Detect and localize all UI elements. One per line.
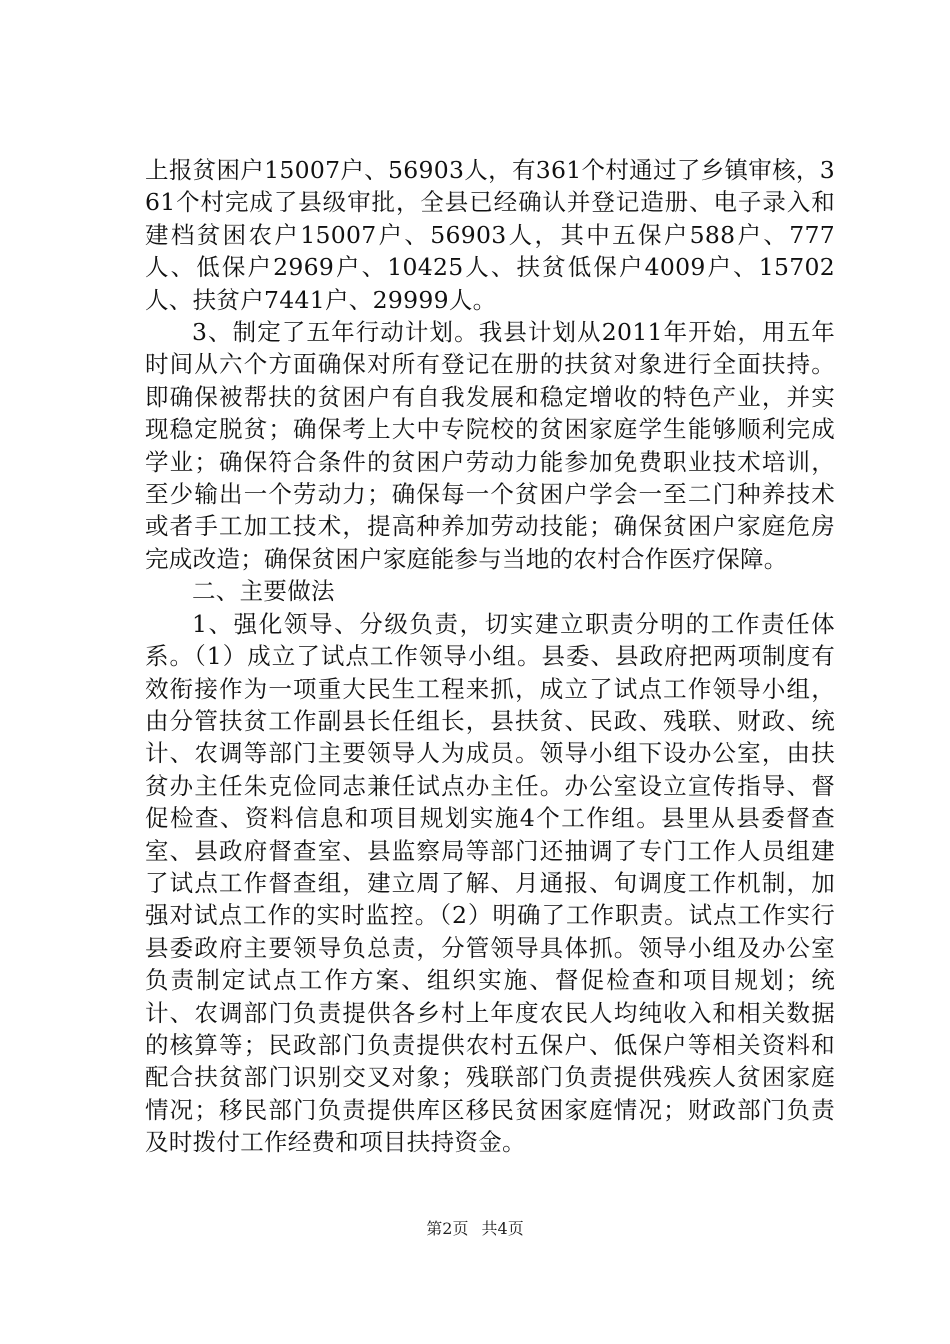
document-body xyxy=(145,154,835,1159)
page-total: 共4页 xyxy=(481,1219,524,1238)
paragraph-1: 上报贫困户15007户、56903人，有361个村通过了乡镇审核，361个村完成了县级审批，全县已经确认并登记造册、电子录入和建档贫困农户15007户、56903人，其中五保户588户、777人、低保户2969户、10425人、扶贫低保户4009户、15702人、扶贫户7441户、29999人。 xyxy=(145,156,835,314)
paragraph-3: 1、强化领导、分级负责，切实建立职责分明的工作责任体系。（1）成立了试点工作领导小组。县委、县政府把两项制度有效衔接作为一项重大民生工程来抓，成立了试点工作领导小组，由分管扶贫工作副县长任组长，县扶贫、民政、残联、财政、统计、农调等部门主要领导人为成员。领导小组下设办公室，由扶贫办主任朱克俭同志兼任试点办主任。办公室设立宣传指导、督促检查、资料信息和项目规划实施4个工作组。县里从县委督查室、县政府督查室、县监察局等部门还抽调了专门工作人员组建了试点工作督查组，建立周了解、月通报、旬调度工作机制，加强对试点工作的实时监控。（2）明确了工作职责。试点工作实行县委政府主要领导负总责，分管领导具体抓。领导小组及办公室负责制定试点工作方案、组织实施、督促检查和项目规划；统计、农调部门负责提供各乡村上年度农民人均纯收入和相关数据的核算等；民政部门负责提供农村五保户、低保户等相关资料和配合扶贫部门识别交叉对象；残联部门负责提供残疾人贫困家庭情况；移民部门负责提供库区移民贫困家庭情况；财政部门负责及时拨付工作经费和项目扶持资金。 xyxy=(145,609,835,1157)
page-number: 第2页 xyxy=(426,1219,469,1238)
paragraph-2: 3、制定了五年行动计划。我县计划从2011年开始，用五年时间从六个方面确保对所有登记在册的扶贫对象进行全面扶持。即确保被帮扶的贫困户有自我发展和稳定增收的特色产业，并实现稳定脱贫；确保考上大中专院校的贫困家庭学生能够顺利完成学业；确保符合条件的贫困户劳动力能参加免费职业技术培训，至少输出一个劳动力；确保每一个贫困户学会一至二门种养技术或者手工加工技术，提高种养加劳动技能；确保贫困户家庭危房完成改造；确保贫困户家庭能参与当地的农村合作医疗保障。 xyxy=(145,318,835,573)
page-footer xyxy=(0,1216,950,1239)
section-heading: 二、主要做法 xyxy=(192,577,335,606)
